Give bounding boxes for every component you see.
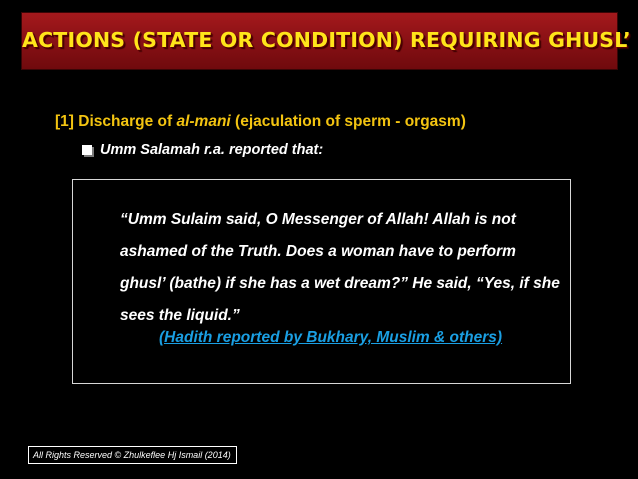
title-banner [21, 12, 631, 70]
hadith-citation-link[interactable]: (Hadith reported by Bukhary, Muslim & others) [159, 329, 503, 346]
hadith-quote: “Umm Sulaim said, O Messenger of Allah! Allah is not ashamed of the Truth. Does a woman have to perform ghusl’ (bathe) if she has a wet dream?” He said, “Yes, if she sees the liquid.” [120, 211, 560, 324]
bullet-item [82, 142, 323, 158]
slide-title: ACTIONS (STATE OR CONDITION) REQUIRING GHUSL’ [22, 28, 631, 52]
copyright-footer: All Rights Reserved © Zhulkeflee Hj Ismail (2014) [28, 446, 237, 464]
point-text-after: (ejaculation of sperm - orgasm) [235, 113, 466, 130]
bullet-text: Umm Salamah r.a. reported that: [100, 142, 324, 158]
point-number: [1] [55, 113, 74, 130]
quote-box [72, 179, 571, 384]
point-heading [55, 113, 466, 131]
point-term: al-mani [176, 113, 231, 130]
square-bullet-icon [82, 145, 92, 155]
point-text-before: Discharge of [78, 113, 173, 130]
